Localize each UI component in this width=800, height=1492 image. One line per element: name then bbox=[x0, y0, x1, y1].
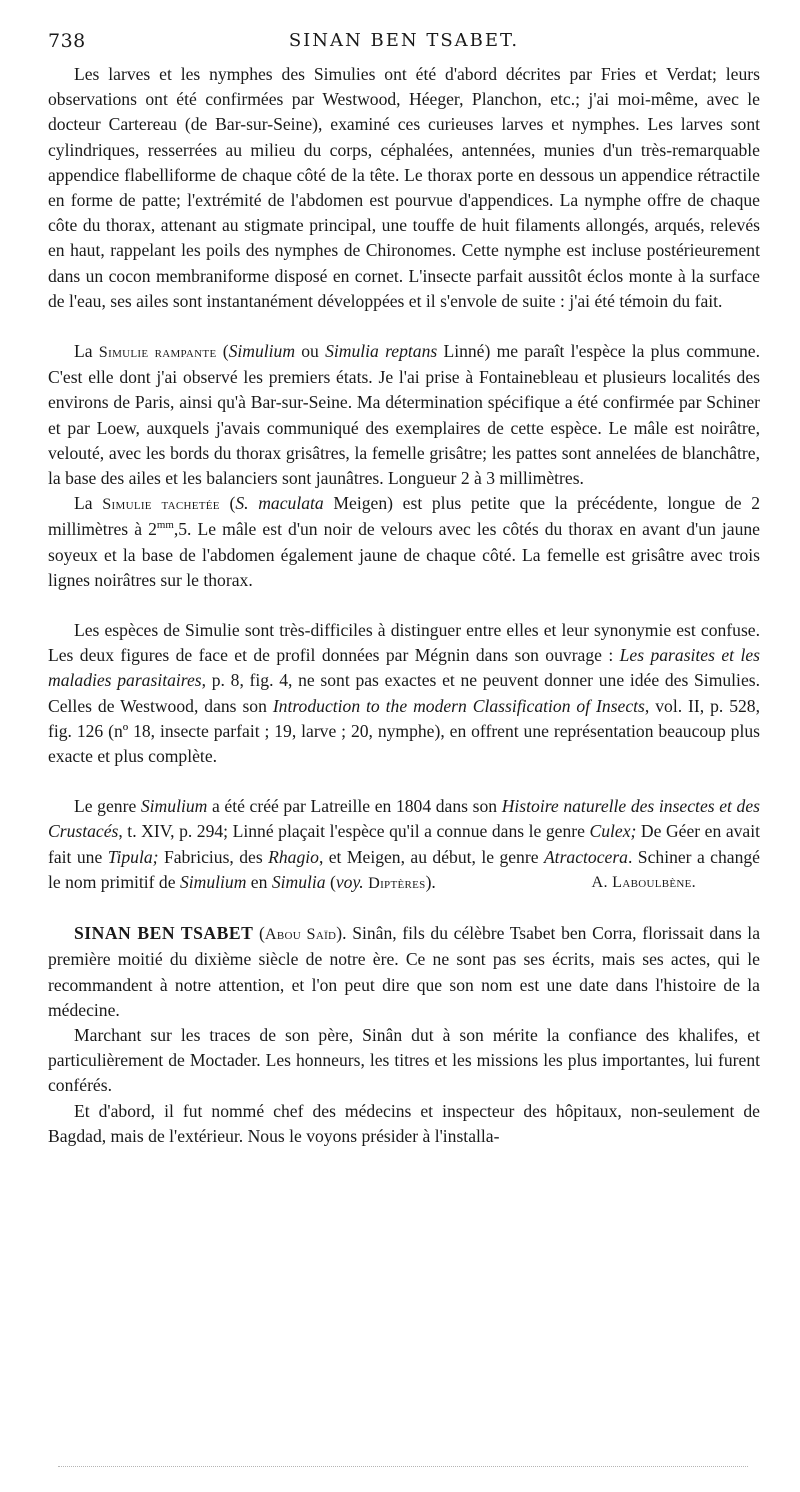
latin-name: S. maculata bbox=[235, 493, 324, 514]
latin-name: Simulia reptans bbox=[325, 341, 438, 362]
text-run: ( bbox=[325, 871, 336, 892]
species-name-smallcaps: Simulie tachetée bbox=[102, 495, 220, 514]
cross-reference: voy. bbox=[335, 871, 364, 892]
text-run: , p. 8, fig. 4, ne sont pas exactes et ne peuvent donner une idée des Simulies. Celles de Westwood, dans son bbox=[48, 670, 761, 716]
text-run: ,5. Le mâle est d'un noir de velours avec les côtés du thorax en avant d'un jaune soyeux et la base de l'abdomen également jaune de chaque côté. La femelle est grisâtre avec trois lignes noirâtres sur le thorax. bbox=[48, 519, 760, 590]
paragraph-larvae: Les larves et les nymphes des Simulies ont été d'abord décrites par Fries et Verdat; leurs observations ont été confirmées par Westwood, Héeger, Planchon, etc.; j'ai moi-même, avec le docteur Cartereau (de Bar-sur-Seine), examiné ces curieuses larves et nymphes. Les larves sont cylindriques, resserrées au milieu du corps, céphalées, antennées, munies d'un très-remarquable appendice flabelliforme de chaque côté de la tête. Le thorax porte en dessous un appendice rétractile en forme de patte; l'extrémité de l'abdomen est pourvue d'appendices. La nymphe offre de chaque côte du thorax, attenant au stigmate principal, une touffe de huit filaments allongés, arqués, relevés en haut, rappelant les poils des nymphes de Chironomes. Cette nymphe est incluse postérieurement dans un cocon membraniforme disposé en cornet. L'insecte parfait aussitôt éclos monte à la surface de l'eau, ses ailes sont instantanément développées et il s'envole de suite : j'ai été témoin du fait. bbox=[48, 64, 760, 311]
paragraph-sinan-entry bbox=[48, 921, 760, 1023]
latin-name: Culex; bbox=[589, 821, 637, 842]
paragraph-sinan-career: Marchant sur les traces de son père, Sinân dut à son mérite la confiance des khalifes, et particulièrement de Moctader. Les honneurs, les titres et les missions les plus importantes, lui furent conférés. bbox=[48, 1024, 760, 1096]
cross-reference-smallcaps: Diptères bbox=[368, 873, 426, 892]
text-run: Linné) me paraît l'espèce la plus commune. C'est elle dont j'ai observé les premiers états. Je l'ai prise à Fontainebleau et plusieurs localités des environs de Paris, ainsi qu'à Bar-sur-Seine. Ma détermination spécifique a été confirmée par Schiner et par Loew, auxquels j'avais communiqué des exemplaires de cette espèce. Le mâle est noirâtre, velouté, avec les bords du thorax grisâtres, la femelle grisâtre; les pattes sont annelées de blanchâtre, la base des ailes et les balanciers sont jaunâtres. Longueur 2 à 3 millimètres. bbox=[48, 341, 760, 489]
paragraph-sinan-appointment: Et d'abord, il fut nommé chef des médecins et inspecteur des hôpitaux, non-seulement de Bagdad, mais de l'extérieur. Nous le voyons présider à l'installa- bbox=[48, 1100, 760, 1146]
entry-alias-smallcaps: Abou Saïd bbox=[264, 925, 337, 944]
text-run: , vol. II, p. 528, fig. 126 (nº 18, insecte parfait ; 19, larve ; 20, nymphe), en offrent une représentation beaucoup plus exacte et plus complète. bbox=[48, 695, 760, 767]
latin-name: Simulium bbox=[179, 871, 247, 892]
text-run: . Schiner a changé le nom primitif de bbox=[48, 846, 760, 892]
text-run: De Géer en avait fait une bbox=[48, 821, 761, 867]
page-header bbox=[48, 30, 760, 58]
paragraph-simulie-tachetee bbox=[48, 491, 760, 593]
book-title: Les parasites et les maladies parasitaires bbox=[48, 645, 760, 691]
text-run: ). Sinân, fils du célèbre Tsabet ben Corra, florissait dans la première moitié du dixième siècle de notre ère. Ce ne sont pas ses écrits, mais ses actes, qui le recommandent à notre attention, et l'on peut dire que son nom est une date dans l'histoire de la médecine. bbox=[48, 923, 761, 1020]
latin-name: Simulia bbox=[271, 871, 326, 892]
text-run: , et Meigen, au début, le genre bbox=[318, 846, 544, 867]
text-run: ( bbox=[253, 923, 265, 944]
book-title: Histoire naturelle des insectes et des Crustacés bbox=[48, 796, 760, 842]
latin-name: Simulium bbox=[140, 796, 208, 817]
text-run: Le genre bbox=[74, 796, 141, 817]
text-run: en bbox=[246, 871, 272, 892]
paragraph-species-synonymy bbox=[48, 618, 760, 769]
text-run: ( bbox=[216, 341, 229, 362]
text-run: a été créé par Latreille en 1804 dans son bbox=[207, 796, 502, 817]
latin-name: Simulium bbox=[228, 341, 296, 362]
entry-headword: SINAN BEN TSABET bbox=[74, 923, 254, 944]
book-title: Introduction to the modern Classification of Insects bbox=[272, 695, 645, 716]
text-run: Fabricius, des bbox=[158, 846, 269, 867]
text-run: ou bbox=[295, 341, 326, 362]
text-run: Les espèces de Simulie sont très-difficiles à distinguer entre elles et leur synonymie est confuse. Les deux figures de face et de profil données par Mégnin dans son ouvrage : bbox=[48, 620, 760, 666]
text-run: La bbox=[74, 493, 103, 514]
latin-name: Tipula; bbox=[107, 846, 159, 867]
paragraph-genus-history bbox=[48, 794, 760, 896]
species-name-smallcaps: Simulie rampante bbox=[98, 343, 217, 362]
running-title: SINAN BEN TSABET. bbox=[288, 30, 520, 51]
text-run: ( bbox=[219, 493, 236, 514]
scan-artifact-divider bbox=[58, 1466, 748, 1469]
latin-name: Atractocera bbox=[543, 846, 628, 867]
text-run: La bbox=[74, 341, 99, 362]
text-run: , t. XIV, p. 294; Linné plaçait l'espèce qu'il a connue dans le genre bbox=[118, 821, 590, 842]
text-run: Meigen) est plus petite que la précédente, longue de 2 millimètres à 2 bbox=[48, 493, 760, 540]
page-body bbox=[48, 62, 760, 1149]
text-run: ). bbox=[425, 871, 436, 892]
paragraph-simulie-rampante bbox=[48, 339, 760, 491]
page-number: 738 bbox=[48, 30, 86, 52]
author-signature: A. Laboulbène. bbox=[591, 872, 696, 891]
latin-name: Rhagio bbox=[268, 846, 319, 867]
unit-superscript: mm bbox=[156, 519, 174, 532]
